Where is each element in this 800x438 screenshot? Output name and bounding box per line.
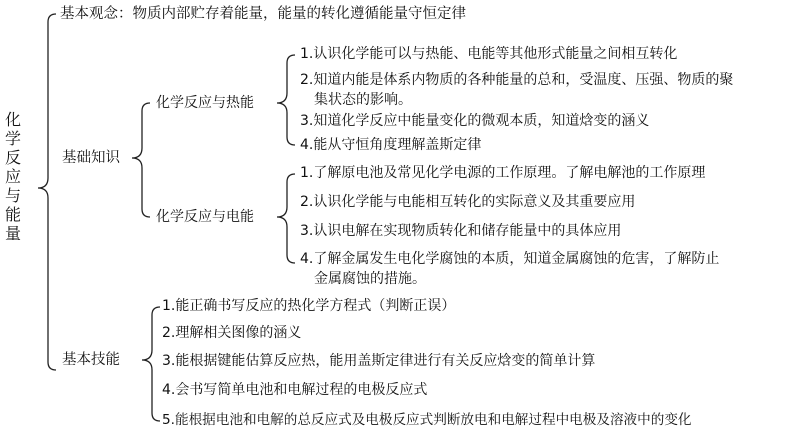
- root-bracket: [38, 14, 56, 370]
- basic-knowledge-label: 基础知识: [62, 150, 120, 166]
- thermal-item-2-cont: 集状态的影响。: [314, 92, 412, 108]
- thermal-item-4: 4.能从守恒角度理解盖斯定律: [300, 137, 482, 153]
- skill-item-2: 2.理解相关图像的涵义: [162, 325, 302, 341]
- skill-item-5: 5.能根据电池和电解的总反应式及电极反应式判断放电和电解过程中电极及溶液中的变化: [162, 412, 692, 428]
- knowledge-bracket: [132, 103, 150, 217]
- electric-item-4-cont: 金属腐蚀的措施。: [314, 271, 426, 287]
- thermal-item-1: 1.认识化学能可以与热能、电能等其他形式能量之间相互转化: [300, 46, 678, 62]
- basic-concept: 基本观念：物质内部贮存着能量，能量的转化遵循能量守恒定律: [60, 6, 466, 22]
- skill-item-3: 3.能根据键能估算反应热，能用盖斯定律进行有关反应焓变的简单计算: [162, 353, 596, 369]
- electric-bracket: [277, 174, 295, 263]
- electric-branch-label: 化学反应与电能: [156, 209, 254, 225]
- skills-bracket: [142, 307, 160, 421]
- electric-item-1: 1.了解原电池及常见化学电源的工作原理。了解电解池的工作原理: [300, 165, 706, 181]
- electric-item-2: 2.认识化学能与电能相互转化的实际意义及其重要应用: [300, 194, 636, 210]
- thermal-item-3: 3.知道化学反应中能量变化的微观本质，知道焓变的涵义: [300, 113, 650, 129]
- thermal-bracket: [277, 55, 295, 145]
- thermal-item-2: 2.知道内能是体系内物质的各种能量的总和，受温度、压强、物质的聚: [300, 72, 734, 88]
- skill-item-1: 1.能正确书写反应的热化学方程式（判断正误）: [162, 298, 456, 314]
- thermal-branch-label: 化学反应与热能: [156, 95, 254, 111]
- root-label: 化学反应与能量: [4, 110, 21, 243]
- electric-item-3: 3.认识电解在实现物质转化和储存能量中的具体应用: [300, 223, 622, 239]
- skill-item-4: 4.会书写简单电池和电解过程的电极反应式: [162, 382, 428, 398]
- basic-skills-label: 基本技能: [62, 352, 120, 368]
- electric-item-4: 4.了解金属发生电化学腐蚀的本质，知道金属腐蚀的危害，了解防止: [300, 251, 720, 267]
